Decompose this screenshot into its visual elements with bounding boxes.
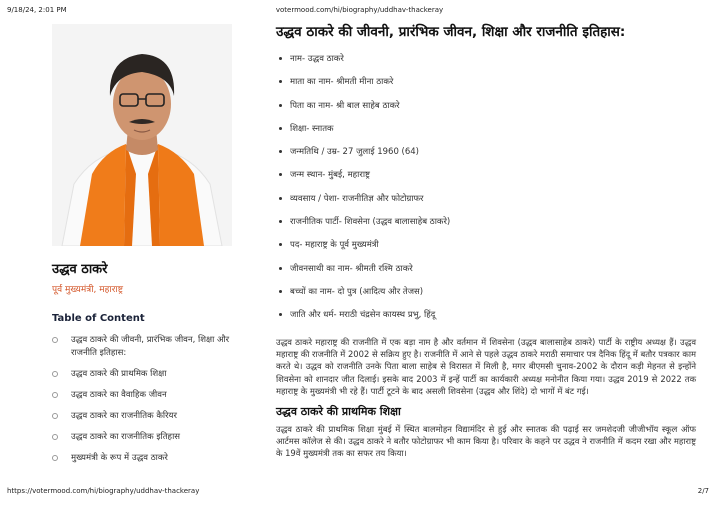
toc-item[interactable] bbox=[52, 431, 257, 444]
toc-item-label: उद्धव ठाकरे का राजनीतिक इतिहास bbox=[71, 432, 181, 442]
fact-item: नाम- उद्धव ठाकरे bbox=[276, 52, 696, 75]
fact-item: जाति और धर्म- मराठी चंद्रसेन कायस्थ प्रभु, हिंदू bbox=[276, 308, 696, 331]
toc-item-label: उद्धव ठाकरे का राजनीतिक कैरियर bbox=[71, 411, 177, 421]
fact-item: जन्म स्थान- मुंबई, महाराष्ट्र bbox=[276, 168, 696, 191]
toc-heading: Table of Content bbox=[52, 313, 145, 324]
footer-url: https://votermood.com/hi/biography/uddhav-thackeray bbox=[7, 487, 200, 495]
fact-item: शिक्षा- स्नातक bbox=[276, 122, 696, 145]
toc-item[interactable] bbox=[52, 368, 257, 381]
article-content bbox=[276, 22, 696, 460]
circle-bullet-icon bbox=[52, 337, 58, 343]
fact-item: जीवनसाथी का नाम- श्रीमती रश्मि ठाकरे bbox=[276, 262, 696, 285]
profile-photo bbox=[52, 24, 232, 246]
fact-item: पद- महाराष्ट्र के पूर्व मुख्यमंत्री bbox=[276, 238, 696, 261]
fact-item: पिता का नाम- श्री बाल साहेब ठाकरे bbox=[276, 99, 696, 122]
toc-item-label: मुख्यमंत्री के रूप में उद्धव ठाकरे bbox=[71, 453, 168, 463]
toc-item[interactable] bbox=[52, 389, 257, 402]
toc-item-label: उद्धव ठाकरे का वैवाहिक जीवन bbox=[71, 390, 167, 400]
fact-item: व्यवसाय / पेशा- राजनीतिज्ञ और फोटोग्राफर bbox=[276, 192, 696, 215]
toc-item[interactable] bbox=[52, 452, 257, 465]
circle-bullet-icon bbox=[52, 371, 58, 377]
author-name: उद्धव ठाकरे bbox=[52, 262, 108, 277]
toc-item[interactable] bbox=[52, 410, 257, 423]
print-footer bbox=[0, 487, 719, 497]
article-title: उद्धव ठाकरे की जीवनी, प्रारंभिक जीवन, शिक्षा और राजनीति इतिहास: bbox=[276, 24, 626, 40]
toc-item-label: उद्धव ठाकरे की जीवनी, प्रारंभिक जीवन, शिक्षा और राजनीति इतिहास: bbox=[71, 335, 230, 358]
fact-item: राजनीतिक पार्टी- शिवसेना (उद्धव बालासाहेब ठाकरे) bbox=[276, 215, 696, 238]
fact-item: जन्मतिथि / उम्र- 27 जुलाई 1960 (64) bbox=[276, 145, 696, 168]
circle-bullet-icon bbox=[52, 392, 58, 398]
fact-item: बच्चों का नाम- दो पुत्र (आदित्य और तेजस) bbox=[276, 285, 696, 308]
fact-item: माता का नाम- श्रीमती मीना ठाकरे bbox=[276, 75, 696, 98]
circle-bullet-icon bbox=[52, 434, 58, 440]
table-of-contents bbox=[52, 334, 257, 473]
page-number: 2/7 bbox=[697, 487, 709, 495]
print-url: votermood.com/hi/biography/uddhav-thackeray bbox=[275, 6, 444, 14]
print-header bbox=[0, 6, 719, 16]
circle-bullet-icon bbox=[52, 455, 58, 461]
print-datetime: 9/18/24, 2:01 PM bbox=[7, 6, 67, 14]
toc-item[interactable] bbox=[52, 334, 257, 360]
intro-paragraph: उद्धव ठाकरे महाराष्ट्र की राजनीति में एक बड़ा नाम है और वर्तमान में शिवसेना (उद्धव बालासाहेब ठाकरे) पार्टी के राष्ट्रीय अध्यक्ष हैं। उद्धव महाराष्ट्र की राजनीति में 2002 से सक्रिय हुए है। राजनीति में आने से पहले उद्धव ठाकरे मराठी समाचार पत्र दैनिक हिंदू में बतौर पत्रकार काम करते थे। उद्धव को राजनीति उनके पिता बाला साहेब से विरासत में मिली है, मगर बीएमसी चुनाव-2002 के दौरान कड़ी मेहनत से इन्होंने शिवसेना को शानदार जीत दिलाई। इसके बाद 2003 में इन्हें पार्टी का कार्यकारी अध्यक्ष मनोनीत किया गया। उद्धव 2019 से 2022 तक महाराष्ट्र के मुख्यमंत्री भी रहे हैं। पार्टी टूटने के बाद असली शिवसेना (उद्धव और शिंदे) दो भागों में बंट गई। bbox=[276, 336, 696, 397]
circle-bullet-icon bbox=[52, 413, 58, 419]
biography-facts-list bbox=[276, 52, 696, 332]
education-paragraph: उद्धव ठाकरे की प्राथमिक शिक्षा मुंबई में स्थित बालमोहन विद्यामंदिर से हुई और स्नातक की पढ़ाई सर जमशेदजी जीजीभॉय स्कूल ऑफ आर्टमस कॉलेज से की। उद्धव ठाकरे ने बतौर फोटोग्राफर भी काम किया है। परिवार के कहने पर उद्धव ने राजनीति में कदम रखा और महाराष्ट्र के 19वें मुख्यमंत्री तक का सफर तय किया। bbox=[276, 423, 696, 459]
toc-item-label: उद्धव ठाकरे की प्राथमिक शिक्षा bbox=[71, 369, 167, 379]
portrait-image bbox=[52, 24, 232, 246]
section-heading: उद्धव ठाकरे की प्राथमिक शिक्षा bbox=[276, 404, 401, 418]
author-role: पूर्व मुख्यमंत्री, महाराष्ट्र bbox=[52, 285, 124, 295]
